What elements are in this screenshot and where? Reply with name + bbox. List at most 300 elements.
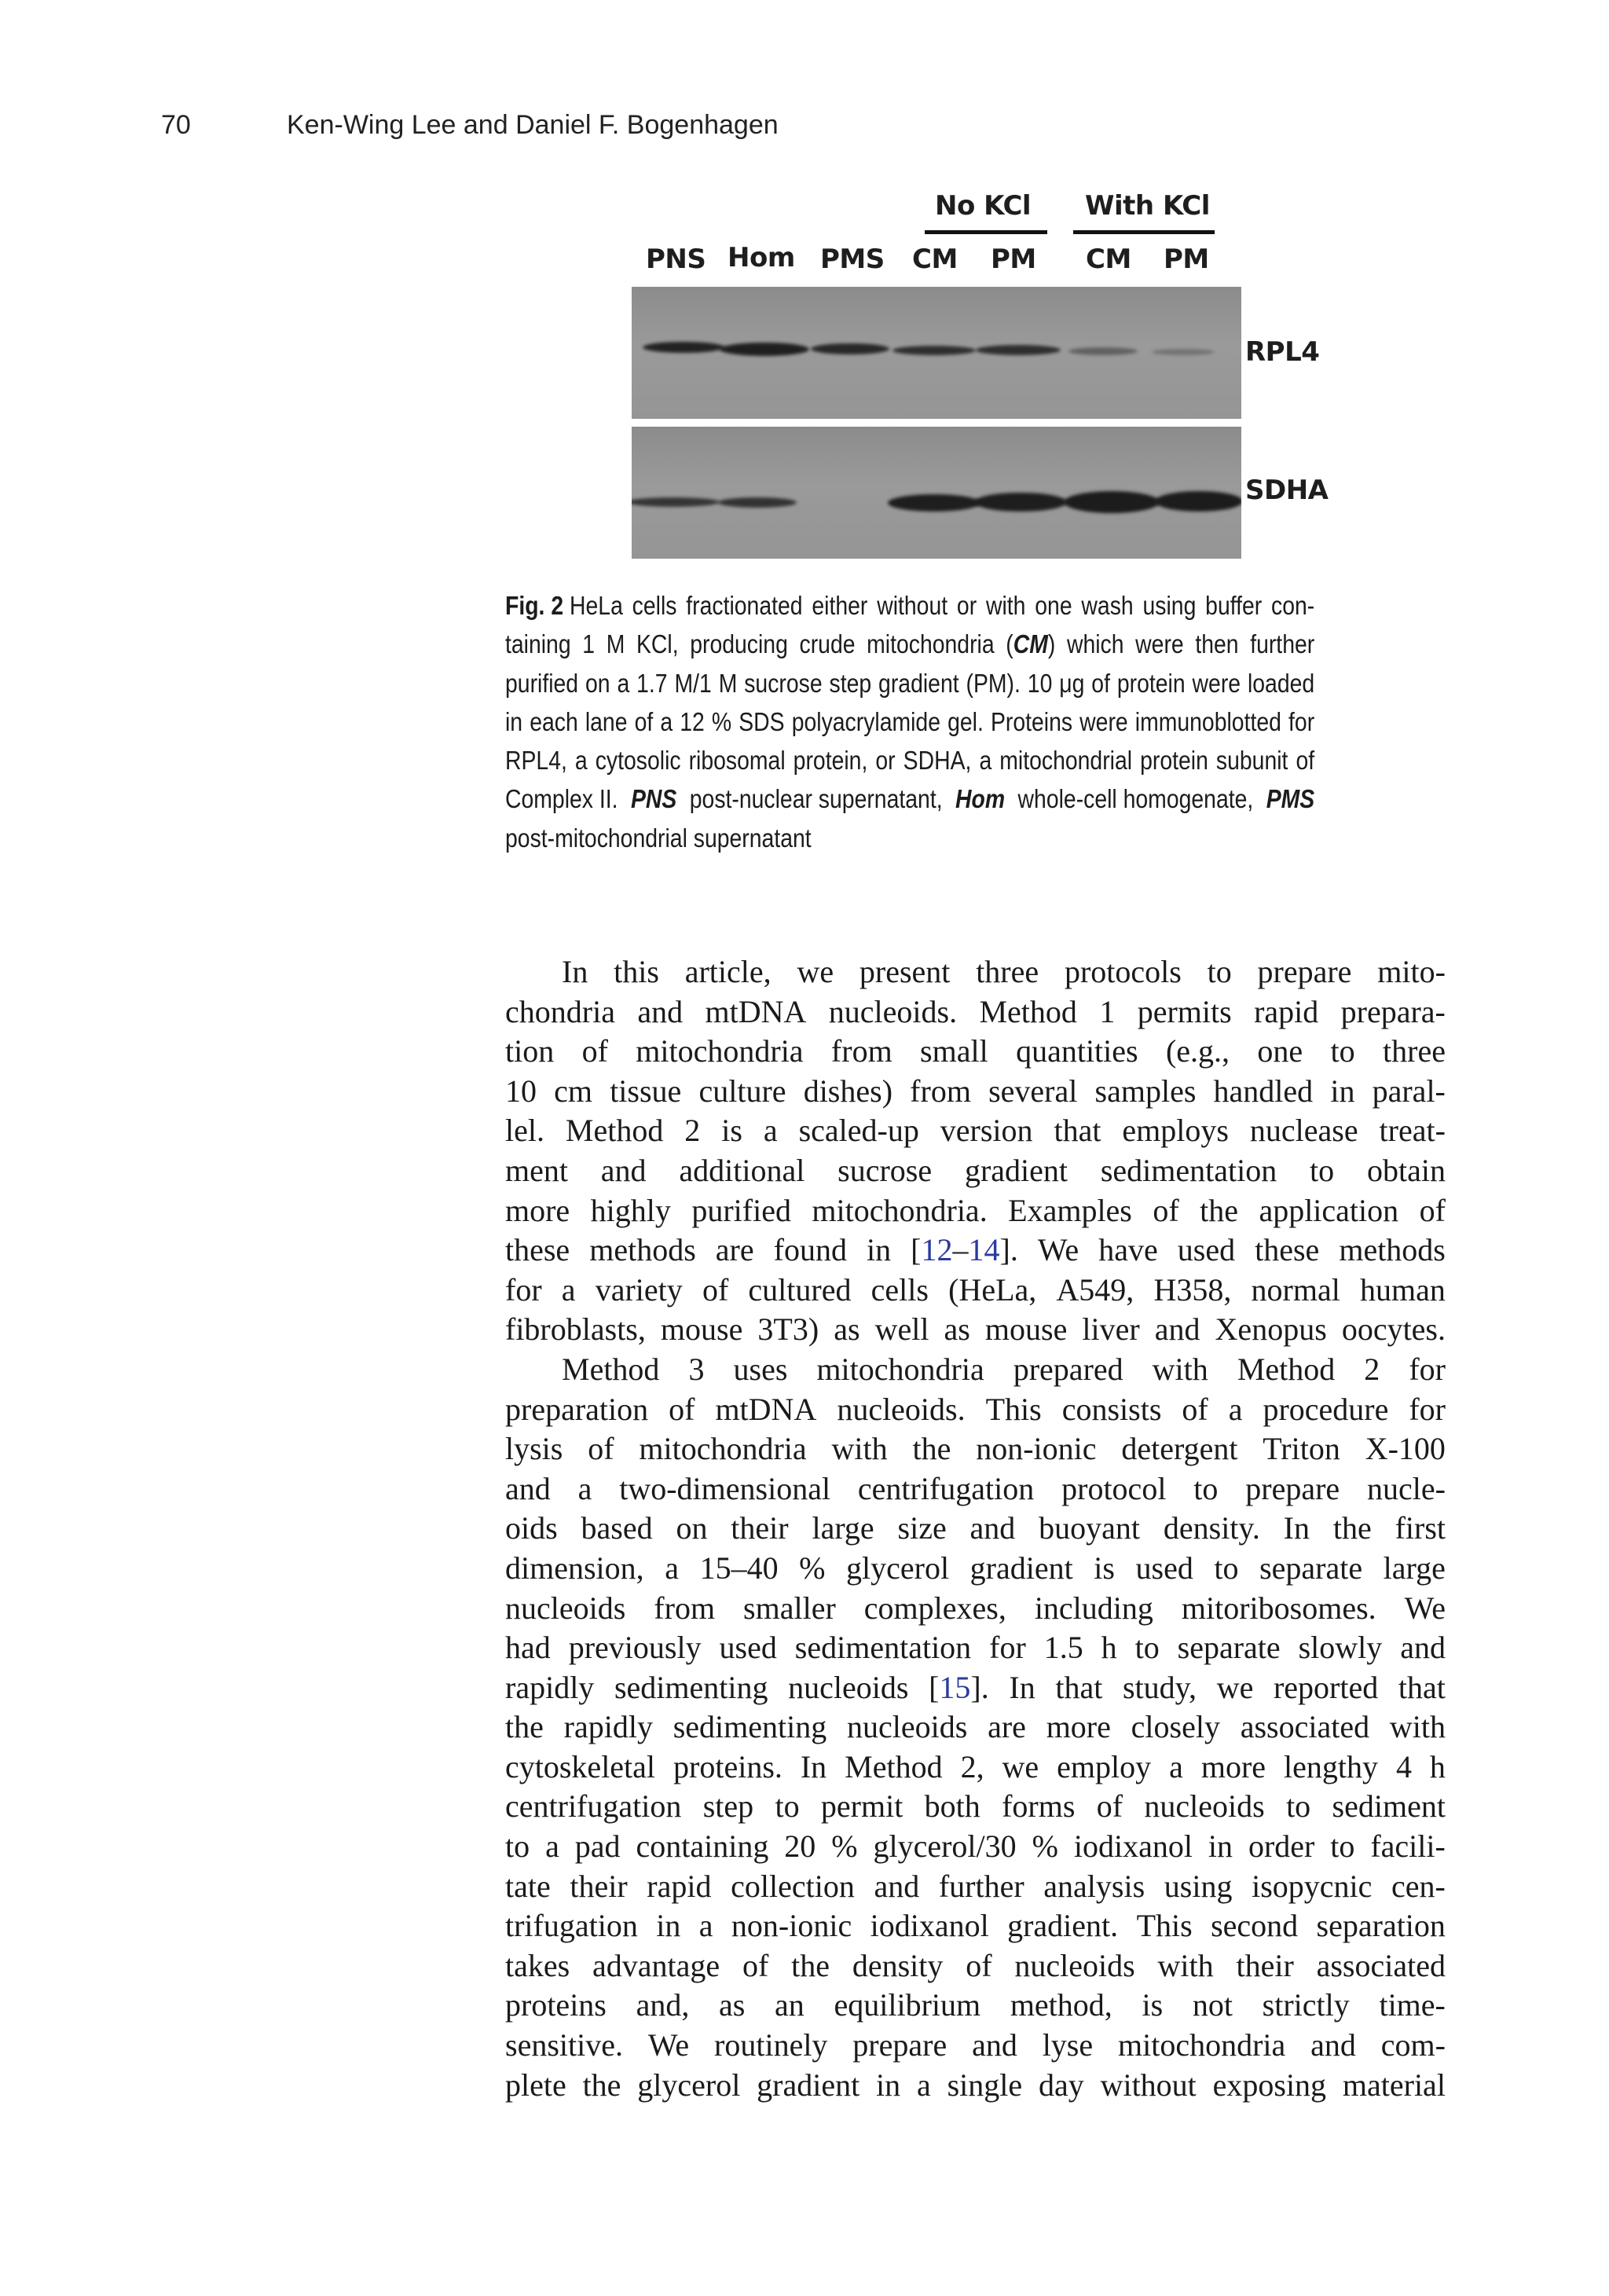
word: a xyxy=(917,2067,931,2103)
word: day xyxy=(1038,2067,1084,2103)
word: 2 xyxy=(684,1113,701,1149)
word: smaller xyxy=(743,1590,836,1626)
word: h xyxy=(1429,1748,1446,1784)
word: analysis xyxy=(1043,1868,1145,1904)
word: a xyxy=(577,1470,592,1506)
group-underline-no-kcl xyxy=(925,230,1047,234)
word: of xyxy=(581,1033,608,1069)
word: rapidly xyxy=(563,1709,653,1745)
western-blot-figure xyxy=(629,181,1336,566)
word: highly xyxy=(590,1192,671,1228)
word: (e.g., xyxy=(1165,1033,1230,1069)
word: lengthy xyxy=(1283,1748,1378,1784)
lane-label-pns: PNS xyxy=(646,244,706,275)
word: 4 xyxy=(1395,1748,1412,1784)
caption-line: post-mitochondrial supernatant xyxy=(505,823,812,853)
word: prepare xyxy=(1257,954,1352,989)
body-line xyxy=(505,1032,1446,1072)
word: gradient. xyxy=(1007,1908,1119,1944)
word: detergent xyxy=(1121,1431,1238,1467)
word: with xyxy=(1157,1947,1214,1983)
word: method, xyxy=(1010,1987,1112,2023)
word: pad xyxy=(574,1828,621,1865)
word: nucleoids xyxy=(847,1709,968,1745)
word: uses xyxy=(733,1351,788,1387)
body-line xyxy=(505,1787,1446,1827)
word: had xyxy=(505,1630,551,1666)
word: from xyxy=(910,1073,971,1109)
body-line xyxy=(505,1589,1446,1629)
word: variety xyxy=(595,1271,683,1308)
word: containing xyxy=(636,1828,769,1865)
band-sdha-hom xyxy=(718,497,797,508)
word: Xenopus xyxy=(1215,1311,1327,1348)
word: using xyxy=(1164,1868,1233,1904)
word: A549, xyxy=(1056,1271,1134,1308)
lane-label-cm-no-kcl: CM xyxy=(912,244,958,275)
word: % xyxy=(831,1828,858,1865)
word: nucleoids. xyxy=(837,1391,966,1427)
word: this xyxy=(614,954,659,989)
band-rpl4-cm-with-kcl xyxy=(1068,347,1138,355)
word: an xyxy=(775,1987,804,2023)
word: is xyxy=(1094,1550,1115,1586)
word: gradient xyxy=(969,1550,1073,1586)
caption-line: taining 1 M KCl, producing crude mitochondria (CM) which were then further xyxy=(505,629,1315,659)
word: a xyxy=(1169,1748,1183,1784)
word: glycerol/30 xyxy=(873,1828,1017,1865)
word: normal xyxy=(1251,1271,1340,1308)
word: mtDNA xyxy=(715,1391,817,1427)
word: step xyxy=(702,1788,754,1825)
word: quantities xyxy=(1016,1033,1138,1069)
group-underline-with-kcl xyxy=(1073,230,1215,234)
word: a xyxy=(698,1908,713,1944)
word: we xyxy=(1216,1669,1254,1705)
word: facili- xyxy=(1370,1828,1446,1865)
word: sedimenting xyxy=(614,1669,768,1705)
word: % xyxy=(1032,1828,1058,1865)
word: mouse xyxy=(984,1311,1068,1348)
word: cen- xyxy=(1391,1868,1446,1904)
word: the xyxy=(505,1709,544,1745)
word: reported xyxy=(1273,1669,1379,1705)
word: sucrose xyxy=(837,1152,933,1188)
caption-line: purified on a 1.7 M/1 M sucrose step gradient (PM). 10 μg of protein were loaded xyxy=(505,668,1315,698)
word: tion xyxy=(505,1033,555,1069)
body-line xyxy=(505,2066,1446,2106)
word: protocol xyxy=(1061,1470,1167,1506)
word: for xyxy=(989,1630,1026,1666)
blot-label-sdha: SDHA xyxy=(1245,475,1329,506)
word: these xyxy=(505,1232,570,1268)
group-label-no-kcl: No KCl xyxy=(935,190,1032,222)
word: closely xyxy=(1131,1709,1220,1745)
word: 20 xyxy=(784,1828,816,1865)
word: Method xyxy=(979,993,1077,1029)
word: to xyxy=(1193,1470,1219,1506)
word: sediment xyxy=(1332,1788,1446,1825)
word: prepared xyxy=(1013,1351,1123,1387)
word: with xyxy=(831,1431,888,1467)
word: sedimentation xyxy=(794,1630,972,1666)
word: additional xyxy=(679,1152,805,1188)
word: of xyxy=(1419,1192,1446,1228)
word: not xyxy=(1192,1987,1233,2023)
word: methods xyxy=(1339,1232,1446,1268)
word: permit xyxy=(820,1788,903,1825)
word: for xyxy=(505,1271,542,1308)
body-line xyxy=(505,1469,1446,1509)
word: purified xyxy=(691,1192,791,1228)
word: 3T3) xyxy=(757,1311,819,1348)
word: Triton xyxy=(1263,1431,1340,1467)
body-text xyxy=(505,952,1446,2105)
word: and xyxy=(600,1152,647,1188)
word: Method xyxy=(845,1748,943,1784)
word: and xyxy=(874,1868,920,1904)
band-sdha-cm-with-kcl xyxy=(1064,491,1160,513)
word: sensitive. xyxy=(505,2027,623,2063)
word: samples xyxy=(1094,1073,1197,1109)
word: and xyxy=(972,2027,1017,2063)
word: 2, xyxy=(960,1748,984,1784)
word: used xyxy=(719,1630,777,1666)
caption-label: Fig. 2 xyxy=(505,591,564,620)
word: that xyxy=(1055,1669,1103,1705)
body-line xyxy=(505,1946,1446,1986)
word: density. xyxy=(1163,1510,1260,1546)
word: proteins xyxy=(505,1987,607,2023)
word: prepare xyxy=(1245,1470,1340,1506)
word: tate xyxy=(505,1868,551,1904)
band-sdha-pm-no-kcl xyxy=(974,493,1067,512)
word: nucle- xyxy=(1367,1470,1446,1506)
word: for xyxy=(1409,1391,1446,1427)
word: nucleoids xyxy=(788,1669,909,1705)
word: cells xyxy=(870,1271,929,1308)
word: culture xyxy=(698,1073,786,1109)
band-rpl4-pns xyxy=(643,342,724,353)
word: proteins. xyxy=(673,1748,783,1784)
word: This xyxy=(1136,1908,1193,1944)
caption-line: Complex II. PNS post-nuclear supernatant, Hom whole-cell homogenate, PMS xyxy=(505,779,1314,818)
word: Method xyxy=(1237,1351,1336,1387)
body-line xyxy=(505,1628,1446,1668)
word: mito- xyxy=(1377,954,1446,989)
body-line xyxy=(505,1151,1446,1191)
word: gradient xyxy=(964,1152,1068,1188)
body-line xyxy=(505,992,1446,1032)
word: sedimentation xyxy=(1100,1152,1277,1188)
word: as xyxy=(834,1311,860,1348)
word: have xyxy=(1098,1232,1158,1268)
band-rpl4-pms xyxy=(811,343,889,354)
word: lysis xyxy=(505,1431,563,1467)
caption-line: in each lane of a 12 % SDS polyacrylamide gel. Proteins were immunoblotted for xyxy=(505,706,1315,736)
word: obtain xyxy=(1366,1152,1446,1188)
word: [15]. xyxy=(929,1669,989,1705)
word: found xyxy=(773,1232,847,1268)
word: ment xyxy=(505,1152,568,1188)
body-line xyxy=(505,1986,1446,2026)
word: dishes) xyxy=(803,1073,893,1109)
word: Examples xyxy=(1008,1192,1132,1228)
word: mitochondria. xyxy=(812,1192,988,1228)
word: lyse xyxy=(1042,2027,1094,2063)
band-sdha-pm-with-kcl xyxy=(1155,491,1241,512)
body-line xyxy=(505,1072,1446,1112)
word: permits xyxy=(1137,993,1232,1029)
word: to xyxy=(1310,1152,1335,1188)
page-number: 70 xyxy=(161,110,191,140)
word: strictly xyxy=(1262,1987,1350,2023)
word: several xyxy=(988,1073,1078,1109)
word: in xyxy=(867,1232,892,1268)
lane-label-cm-with-kcl: CM xyxy=(1086,244,1131,275)
word: we xyxy=(797,954,834,989)
word: for xyxy=(1409,1351,1446,1387)
word: glycerol xyxy=(637,2067,741,2103)
word: (HeLa, xyxy=(948,1271,1037,1308)
authors: Ken-Wing Lee and Daniel F. Bogenhagen xyxy=(287,110,779,140)
word: employs xyxy=(1122,1113,1229,1149)
word: 3 xyxy=(688,1351,705,1387)
word: density xyxy=(852,1947,944,1983)
word: three xyxy=(976,954,1039,989)
word: mitochondria xyxy=(639,1431,807,1467)
caption-line: RPL4, a cytosolic ribosomal protein, or SDHA, a mitochondrial protein subunit of xyxy=(505,746,1315,776)
body-line xyxy=(505,1191,1446,1231)
body-line xyxy=(505,1310,1446,1350)
word: centrifugation xyxy=(857,1470,1035,1506)
word: in xyxy=(1330,1073,1355,1109)
body-line xyxy=(505,1549,1446,1589)
word: are xyxy=(988,1709,1026,1745)
word: isopycnic xyxy=(1252,1868,1373,1904)
word: dimension, xyxy=(505,1550,644,1586)
word: and xyxy=(969,1510,1016,1546)
caption-line: Fig. 2 HeLa cells fractionated either without or with one wash using buffer con- xyxy=(505,591,1315,620)
word: non-ionic xyxy=(976,1431,1097,1467)
word: from xyxy=(654,1590,716,1626)
word: a xyxy=(1228,1391,1243,1427)
word: Method xyxy=(565,1113,664,1149)
body-line xyxy=(505,1748,1446,1788)
reference-link[interactable]: 12 xyxy=(921,1232,953,1268)
word: trifugation xyxy=(505,1908,638,1944)
word: separate xyxy=(1177,1630,1281,1666)
word: well xyxy=(874,1311,929,1348)
word: nuclease xyxy=(1249,1113,1358,1149)
word: used xyxy=(1177,1232,1236,1268)
body-line xyxy=(505,1111,1446,1151)
word: previously xyxy=(568,1630,702,1666)
word: mitoribosomes. xyxy=(1181,1590,1376,1626)
band-sdha-pns xyxy=(632,497,720,507)
lane-label-pm-with-kcl: PM xyxy=(1164,244,1209,275)
abbr-pms: PMS xyxy=(1266,784,1315,814)
word: 15–40 xyxy=(699,1550,779,1586)
word: is xyxy=(1142,1987,1164,2023)
word: We xyxy=(1404,1590,1446,1626)
band-rpl4-hom xyxy=(720,343,809,356)
word: of xyxy=(588,1431,614,1467)
word: complexes, xyxy=(863,1590,1006,1626)
word: and, xyxy=(636,1987,690,2023)
word: buoyant xyxy=(1039,1510,1141,1546)
word: nucleoids. xyxy=(828,993,958,1029)
word: nucleoids xyxy=(505,1590,626,1626)
word: mtDNA xyxy=(705,993,807,1029)
word: two-dimensional xyxy=(619,1470,831,1506)
word: based xyxy=(581,1510,653,1546)
word: without xyxy=(1100,2067,1197,2103)
figure-caption xyxy=(505,586,1314,857)
word: liver xyxy=(1082,1311,1140,1348)
abbr-hom: Hom xyxy=(955,784,1006,814)
word: of xyxy=(966,1947,992,1983)
word: collection xyxy=(731,1868,855,1904)
word: of xyxy=(702,1271,729,1308)
word: in xyxy=(1208,1828,1233,1865)
word: of xyxy=(1153,1192,1179,1228)
word: the xyxy=(912,1431,951,1467)
word: % xyxy=(799,1550,826,1586)
word: paral- xyxy=(1372,1073,1446,1109)
word: present xyxy=(859,954,951,989)
word: and xyxy=(1310,2027,1356,2063)
word: time- xyxy=(1379,1987,1446,2023)
word: one xyxy=(1257,1033,1303,1069)
word: to xyxy=(1330,1033,1355,1069)
word: sedimenting xyxy=(673,1709,827,1745)
word: procedure xyxy=(1263,1391,1389,1427)
word: glycerol xyxy=(846,1550,950,1586)
word: human xyxy=(1359,1271,1446,1308)
word: tissue xyxy=(610,1073,682,1109)
word: oocytes. xyxy=(1341,1311,1446,1348)
word: to xyxy=(1134,1630,1160,1666)
word: large xyxy=(812,1510,874,1546)
reference-link[interactable]: 15 xyxy=(939,1669,971,1705)
word: and xyxy=(637,993,684,1029)
word: cultured xyxy=(748,1271,852,1308)
word: mitochondria xyxy=(636,1033,804,1069)
word: centrifugation xyxy=(505,1788,682,1825)
lane-label-hom: Hom xyxy=(728,242,795,273)
word: rapid xyxy=(647,1868,712,1904)
band-sdha-cm-no-kcl xyxy=(888,494,980,512)
word: to xyxy=(1330,1828,1355,1865)
word: H358, xyxy=(1153,1271,1232,1308)
word: their xyxy=(570,1868,628,1904)
band-rpl4-pm-no-kcl xyxy=(976,345,1061,355)
word: to xyxy=(1214,1550,1239,1586)
word: to xyxy=(1207,954,1232,989)
word: with xyxy=(1152,1351,1208,1387)
word: a xyxy=(665,1550,679,1586)
word: mitochondria xyxy=(816,1351,984,1387)
word: from xyxy=(830,1033,892,1069)
word: is xyxy=(721,1113,742,1149)
group-label-with-kcl: With KCl xyxy=(1085,190,1210,222)
word: first xyxy=(1395,1510,1446,1546)
blot-panel-rpl4 xyxy=(632,287,1241,419)
word: to xyxy=(1286,1788,1311,1825)
body-line xyxy=(505,1390,1446,1430)
word: study, xyxy=(1122,1669,1197,1705)
word: as xyxy=(944,1311,970,1348)
body-line xyxy=(505,1906,1446,1946)
word: lel. xyxy=(505,1113,544,1149)
reference-link[interactable]: 14 xyxy=(968,1232,1000,1268)
word: This xyxy=(985,1391,1042,1427)
word: scaled-up xyxy=(798,1113,919,1149)
word: exposing xyxy=(1212,2067,1327,2103)
word: in xyxy=(656,1908,681,1944)
word: both xyxy=(924,1788,980,1825)
word: Method xyxy=(562,1351,660,1387)
word: large xyxy=(1383,1550,1446,1586)
word: h xyxy=(1101,1630,1117,1666)
word: 10 xyxy=(505,1073,537,1109)
word: including xyxy=(1034,1590,1153,1626)
word: mitochondria xyxy=(1117,2027,1286,2063)
word: plete xyxy=(505,2067,566,2103)
word: of xyxy=(1182,1391,1208,1427)
word: further xyxy=(938,1868,1024,1904)
word: slowly xyxy=(1298,1630,1383,1666)
word: separation xyxy=(1316,1908,1446,1944)
word: the xyxy=(1200,1192,1238,1228)
word: cm xyxy=(554,1073,593,1109)
word: forms xyxy=(1002,1788,1076,1825)
word: size xyxy=(897,1510,947,1546)
band-rpl4-pm-with-kcl xyxy=(1152,349,1215,355)
word: fibroblasts, xyxy=(505,1311,646,1348)
word: and xyxy=(505,1470,551,1506)
word: that xyxy=(1398,1669,1446,1705)
word: preparation xyxy=(505,1391,649,1427)
body-line xyxy=(505,2026,1446,2066)
word: com- xyxy=(1380,2027,1446,2063)
word: a xyxy=(545,1828,559,1865)
word: associated xyxy=(1240,1709,1370,1745)
word: In xyxy=(800,1748,827,1784)
word: single xyxy=(947,2067,1023,2103)
word: more xyxy=(1046,1709,1111,1745)
word: version xyxy=(940,1113,1033,1149)
word: iodixanol xyxy=(870,1908,989,1944)
word: nucleoids xyxy=(1144,1788,1265,1825)
word: In xyxy=(1009,1669,1035,1705)
word: We xyxy=(647,2027,690,2063)
word: of xyxy=(742,1947,769,1983)
body-line xyxy=(505,1271,1446,1311)
word: three xyxy=(1383,1033,1446,1069)
body-line-with-refs xyxy=(505,1668,1446,1708)
word: takes xyxy=(505,1947,570,1983)
word: are xyxy=(715,1232,754,1268)
word: we xyxy=(1002,1748,1039,1784)
word: advantage xyxy=(592,1947,720,1983)
word: 2 xyxy=(1364,1351,1380,1387)
word: a xyxy=(763,1113,778,1149)
abbr-cm: CM xyxy=(1013,629,1048,659)
band-rpl4-cm-no-kcl xyxy=(892,346,976,355)
body-line-with-refs xyxy=(505,1231,1446,1271)
